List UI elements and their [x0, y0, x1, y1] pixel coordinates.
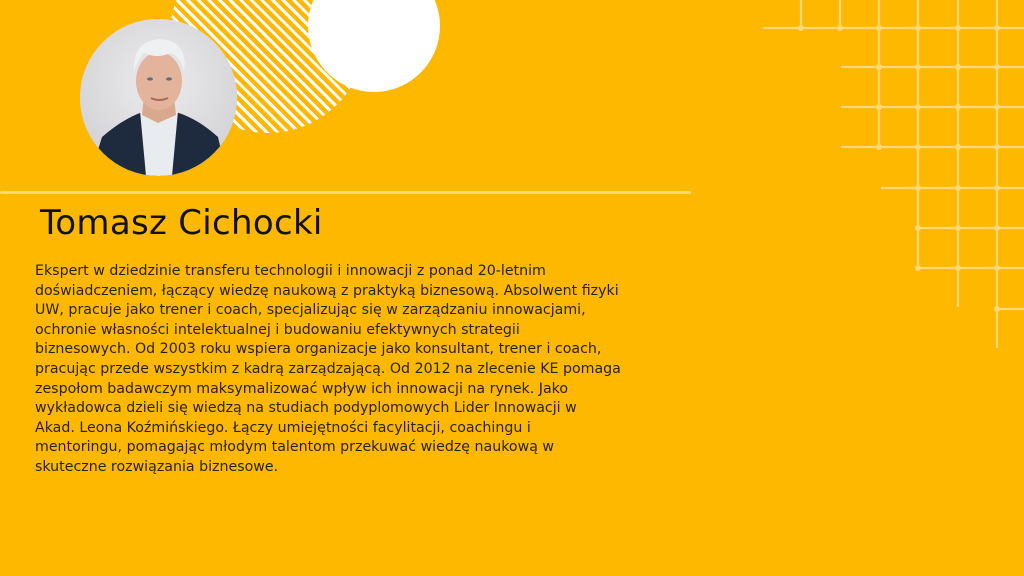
bio-line: ochronie własności intelektualnej i budowaniu efektywnych strategii [35, 321, 520, 338]
bio-line: mentoringu, pomagając młodym talentom przekuwać wiedzę naukową w [35, 439, 555, 456]
bio-line: biznesowych. Od 2003 roku wspiera organizacje jako konsultant, trener i coach, [35, 341, 602, 358]
bio-line: zespołom badawczym maksymalizować wpływ ich innowacji na rynek. Jako [35, 380, 569, 397]
bio-paragraph [35, 262, 705, 478]
bio-line: doświadczeniem, łączący wiedzę naukową z praktyką biznesową. Absolwent fizyki [35, 282, 619, 299]
person-name-heading: Tomasz Cichocki [40, 203, 323, 243]
bio-line: Ekspert w dziedzinie transferu technologii i innowacji z ponad 20-letnim [35, 263, 546, 279]
bio-line: UW, pracuje jako trener i coach, specjalizując się w zarządzaniu innowacjami, [35, 302, 586, 319]
bio-line: pracując przede wszystkim z kadrą zarządzającą. Od 2012 na zlecenie KE pomaga [35, 360, 621, 377]
bio-line: skuteczne rozwiązania biznesowe. [35, 458, 279, 475]
bio-line: wykładowca dzieli się wiedzą na studiach podyplomowych Lider Innowacji w [35, 400, 577, 417]
bio-line: Akad. Leona Koźmińskiego. Łączy umiejętności facylitacji, coachingu i [35, 419, 531, 436]
